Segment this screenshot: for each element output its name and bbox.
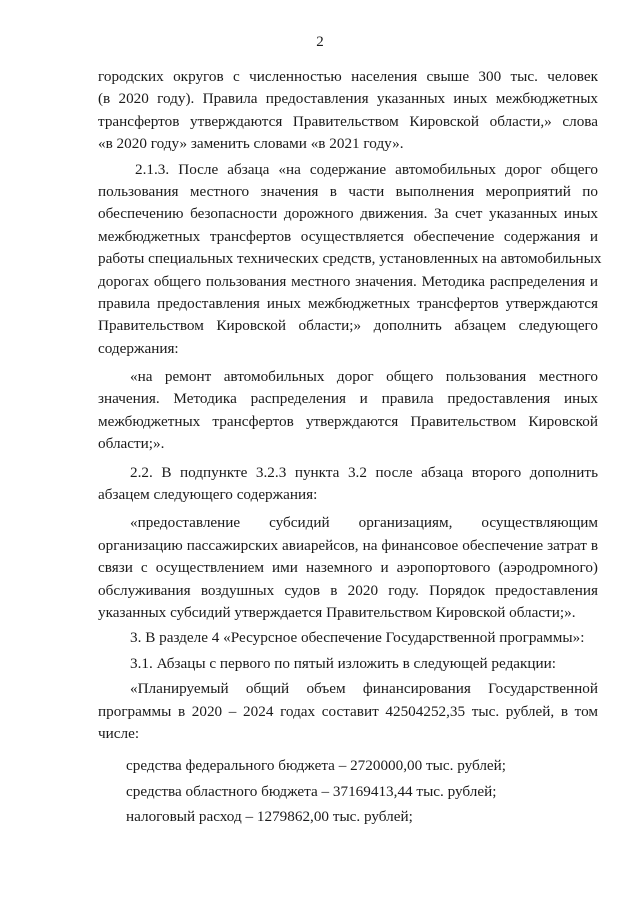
text-line: 3.1. Абзацы с первого по пятый изложить в следующей редакции: (130, 654, 557, 672)
text-line: организацию пассажирских авиарейсов, на финансовое обеспечение затрат в (98, 536, 598, 554)
paragraph (98, 512, 598, 624)
paragraph (98, 781, 598, 803)
text-line: межбюджетных трансфертов осуществляется обеспечение содержания и (98, 227, 598, 245)
text-line: пользования местного значения в части выполнения мероприятий по (98, 182, 598, 200)
paragraph (98, 627, 598, 649)
text-line: налоговый расход – 1279862,00 тыс. рублей; (126, 808, 413, 826)
paragraph (98, 653, 598, 675)
document-body (98, 66, 602, 829)
text-line: Правительством Кировской области;» дополнить абзацем следующего (98, 317, 598, 335)
text-line: «на ремонт автомобильных дорог общего пользования местного (130, 368, 598, 386)
text-line: 3. В разделе 4 «Ресурсное обеспечение Государственной программы»: (130, 629, 585, 647)
text-line: городских округов с численностью населения свыше 300 тыс. человек (98, 68, 598, 85)
text-line: 2.1.3. После абзаца «на содержание автомобильных дорог общего (135, 160, 598, 178)
text-line: обеспечению безопасности дорожного движения. За счет указанных иных (98, 205, 598, 223)
text-line: средства федерального бюджета – 2720000,00 тыс. рублей; (126, 757, 507, 775)
text-line: связи с осуществлением ими наземного и аэропортового (аэродромного) (98, 559, 598, 577)
text-line: правила предоставления иных межбюджетных трансфертов утверждаются (98, 294, 598, 312)
paragraph (98, 806, 598, 828)
page-number: 2 (316, 34, 324, 50)
text-line: программы в 2020 – 2024 годах составит 42504252,35 тыс. рублей, в том (98, 702, 598, 720)
text-line: межбюджетных трансфертов утверждаются Правительством Кировской (98, 412, 598, 430)
text-line: области;». (98, 435, 165, 453)
text-line: «в 2020 году» заменить словами «в 2021 году». (98, 135, 404, 153)
paragraph (98, 462, 598, 507)
text-line: значения. Методика распределения и правила предоставления иных (98, 390, 598, 408)
text-line: (в 2020 году). Правила предоставления указанных иных межбюджетных (98, 90, 598, 108)
text-line: дорогах общего пользования местного значения. Методика распределения и (98, 272, 598, 290)
text-line: «Планируемый общий объем финансирования Государственной (130, 680, 598, 698)
text-line: 2.2. В подпункте 3.2.3 пункта 3.2 после абзаца второго дополнить (130, 463, 598, 481)
paragraph (98, 159, 602, 361)
text-line: «предоставление субсидий организациям, осуществляющим (130, 514, 598, 532)
text-line: указанных субсидий утверждается Правительством Кировской области;». (98, 603, 576, 621)
text-line: числе: (98, 724, 140, 742)
text-line: трансфертов утверждаются Правительством Кировской области,» слова (98, 112, 598, 130)
text-line: содержания: (98, 339, 179, 357)
text-line: обслуживания воздушных судов в 2020 году. Порядок предоставления (98, 581, 598, 599)
text-line: работы специальных технических средств, установленных на автомобильных (98, 250, 602, 268)
paragraph (98, 678, 598, 745)
paragraph (98, 366, 598, 456)
text-line: абзацем следующего содержания: (98, 486, 318, 504)
paragraph (98, 755, 598, 777)
text-line: средства областного бюджета – 37169413,44 тыс. рублей; (126, 782, 497, 800)
paragraph (98, 66, 598, 156)
